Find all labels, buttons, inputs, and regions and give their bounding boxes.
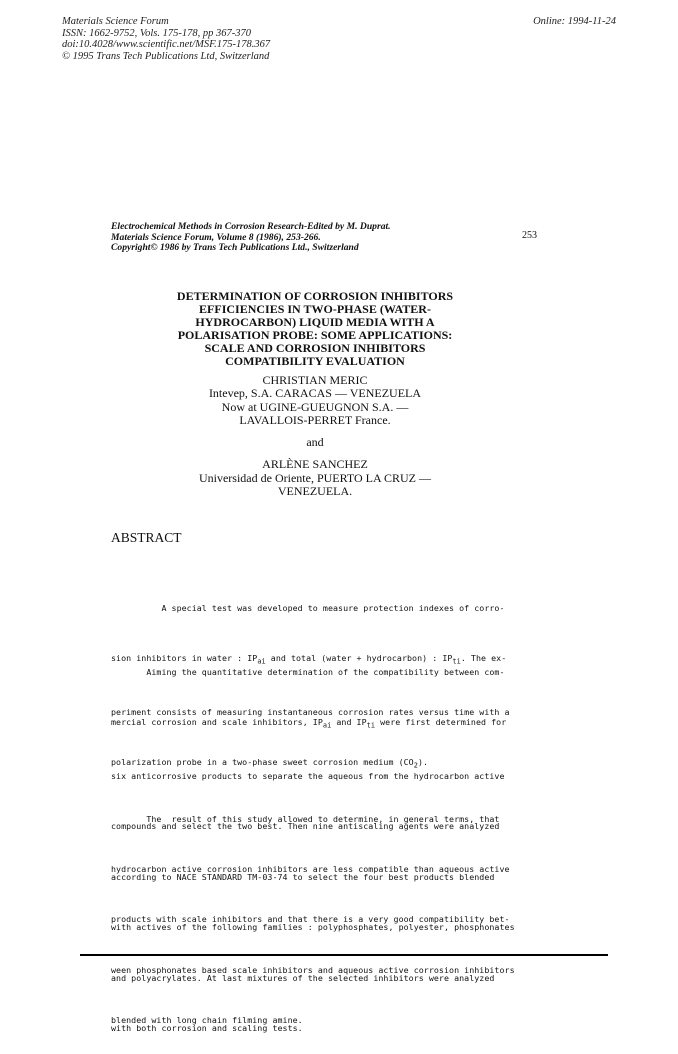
paper-title [150, 290, 480, 368]
text-segment: sion inhibitors in water : IP [111, 652, 258, 663]
header-copyright: © 1995 Trans Tech Publications Ltd, Switzerland [62, 50, 270, 62]
online-date: Online: 1994-11-24 [533, 16, 616, 27]
title-line: EFFICIENCIES IN TWO-PHASE (WATER- [199, 302, 431, 316]
page-number: 253 [522, 230, 537, 241]
abstract-line: and polyacrylates. At last mixtures of the selected inhibitors were analyzed [111, 972, 495, 983]
author-name: CHRISTIAN MERIC [262, 373, 368, 387]
author-name: ARLÈNE SANCHEZ [262, 457, 368, 472]
abstract-line: products with scale inhibitors and that there is a very good compatibility bet- [111, 914, 510, 925]
text-segment: . The ex- [460, 652, 507, 663]
text-segment: were first determined for [375, 716, 507, 727]
header-issn: ISSN: 1662-9752, Vols. 175-178, pp 367-370 [62, 27, 251, 39]
subscript: 2 [413, 762, 418, 771]
affiliation-line: Now at UGINE-GUEUGNON S.A. — [221, 399, 409, 414]
text-segment: ). [417, 757, 429, 768]
abstract-line: with actives of the following families : polyphosphates, polyester, phosphonates [111, 922, 515, 933]
original-citation [111, 222, 391, 254]
citation-line: Electrochemical Methods in Corrosion Research-Edited by M. Duprat. [111, 221, 391, 232]
abstract-line: A special test was developed to measure protection indexes of corro- [111, 602, 505, 613]
authors-block [150, 374, 480, 498]
citation-line: Copyright© 1986 by Trans Tech Publications Ltd., Switzerland [111, 242, 359, 254]
subscript: ti [366, 721, 376, 730]
header-doi: doi:10.4028/www.scientific.net/MSF.175-178.367 [62, 39, 271, 50]
title-line: HYDROCARBON) LIQUID MEDIA WITH A [195, 315, 435, 329]
abstract-line: The result of this study allowed to determine, in general terms, that [111, 813, 500, 824]
affiliation-line: VENEZUELA. [277, 484, 353, 499]
abstract-line: Aiming the quantitative determination of the compatibility between com- [111, 666, 505, 677]
abstract-line: periment consists of measuring instantaneous corrosion rates versus time with a [111, 707, 510, 718]
abstract-line [111, 714, 515, 734]
affiliation-line: LAVALLOIS-PERRET France. [239, 412, 391, 427]
subscript: ai [257, 657, 266, 666]
abstract-line: compounds and select the two best. Then nine antiscaling agents were analyzed [111, 821, 500, 832]
conjunction-and: and [306, 435, 324, 450]
abstract-paragraph-3 [111, 777, 515, 1046]
abstract-line: according to NACE STANDARD TM-03-74 to select the four best products blended [111, 871, 495, 882]
journal-header [62, 16, 270, 62]
abstract-line: ween phosphonates based scale inhibitors and aqueous active corrosion inhibitors [111, 964, 515, 975]
abstract-heading: ABSTRACT [111, 530, 182, 545]
abstract-line: with both corrosion and scaling tests. [111, 1022, 303, 1033]
footer-rule [80, 954, 608, 956]
title-line: DETERMINATION OF CORROSION INHIBITORS [176, 289, 454, 303]
text-segment: and total (water + hydrocarbon) : IP [265, 652, 453, 663]
title-line: SCALE AND CORROSION INHIBITORS [204, 341, 426, 355]
text-segment: and IP [331, 716, 367, 727]
header-journal-name: Materials Science Forum [62, 16, 169, 27]
subscript: ai [322, 721, 332, 730]
affiliation-line: Intevep, S.A. CARACAS — VENEZUELA [208, 386, 422, 401]
abstract-line: hydrocarbon active corrosion inhibitors are less compatible than aqueous active [111, 863, 510, 874]
abstract-line: blended with long chain filming amine. [111, 1015, 303, 1026]
title-line: COMPATIBILITY EVALUATION [225, 354, 405, 368]
title-line: POLARISATION PROBE: SOME APPLICATIONS: [177, 328, 453, 342]
subscript: ti [452, 657, 461, 666]
text-segment: polarization probe in a two-phase sweet corrosion medium (CO [111, 757, 414, 768]
text-segment: mercial corrosion and scale inhibitors, IP [111, 716, 323, 727]
abstract-line: six anticorrosive products to separate the aqueous from the hydrocarbon active [111, 771, 505, 782]
affiliation-line: Universidad de Oriente, PUERTO LA CRUZ — [198, 470, 432, 485]
citation-line: Materials Science Forum, Volume 8 (1986), 253-266. [111, 231, 321, 243]
